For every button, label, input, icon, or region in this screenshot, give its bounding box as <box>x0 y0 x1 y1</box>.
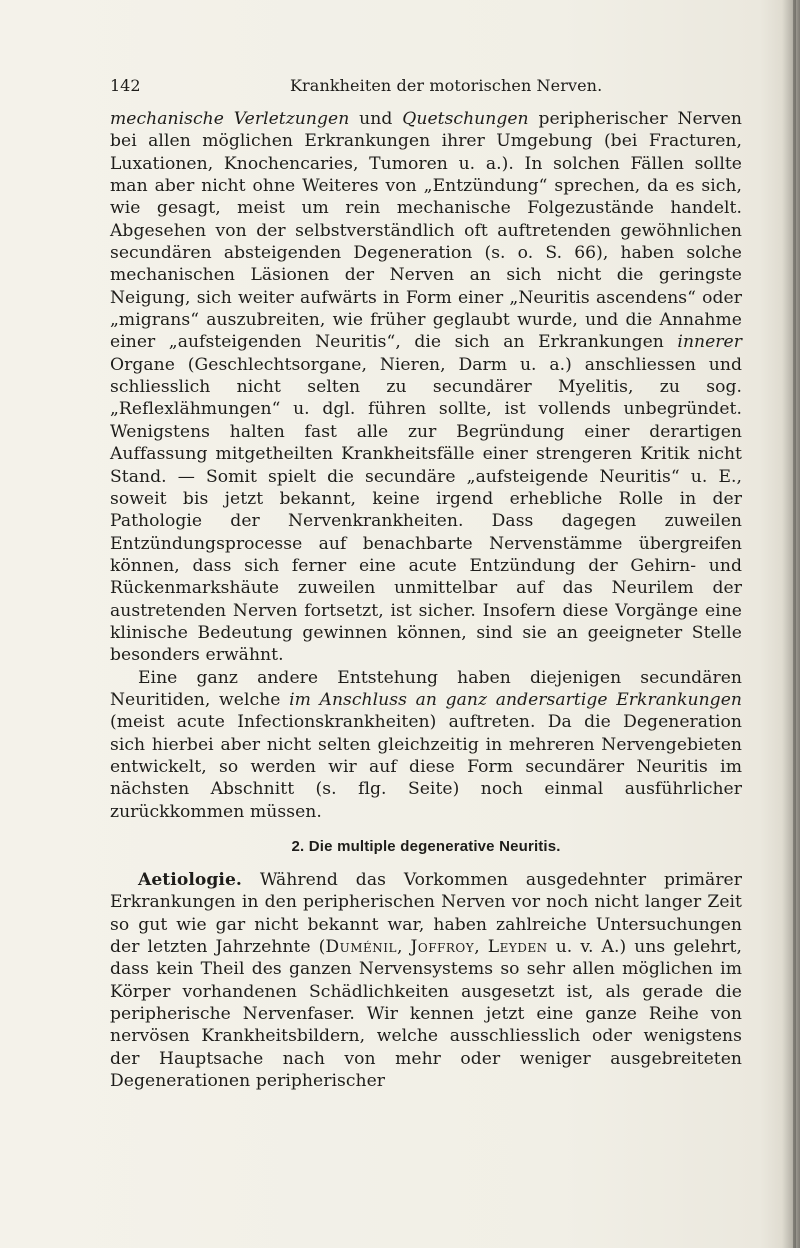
page-edge-shadow <box>782 0 800 1248</box>
paragraph-text: peripherischer Nerven bei allen möglichen Erkrankungen ihrer Umgebung (bei Fracturen, Luxationen, Knochencaries, Tumoren u. a.). In solchen Fällen sollte man aber nicht ohne Weiteres von „Entzündung“ sprechen, da es sich, wie gesagt, meist um rein mechanische Folgezustände handelt. Abgesehen von der selbstverständlich oft auftretenden gewöhnlichen secundären absteigenden Degeneration (s. o. S. 66), haben solche mechanischen Läsionen der Nerven an sich nicht die geringste Neigung, sich weiter aufwärts in Form einer „Neuritis ascendens“ oder „migrans“ auszubreiten, wie früher geglaubt wurde, und die Annahme einer „aufsteigenden Neuritis“, die sich an Erkrankungen <box>110 109 742 353</box>
section-heading: 2. Die multiple degenerative Neuritis. <box>291 838 561 855</box>
author-name-leyden: Leyden <box>487 937 548 958</box>
paragraph-text: , <box>396 937 411 958</box>
emphasis-internal: innerer <box>677 332 742 353</box>
paragraph-text: Eine ganz andere Entstehung haben diejenigen secundären Neuritiden, welche <box>110 667 742 710</box>
author-name-joffroy: Joffroy <box>410 937 475 958</box>
emphasis-contusions: Quetschungen <box>402 109 529 129</box>
paragraph-text: u. v. A.) uns gelehrt, dass kein Theil des ganzen Nervensystems so sehr allen möglichen im Körper vorhandenen Schädlichkeiten ausgesetzt ist, als gerade die peripherische Nervenfaser. Wir kennen jetzt eine ganze Reihe von nervösen Krankheitsbildern, welche ausschliesslich oder wenigstens der Hauptsache nach von mehr oder weniger ausgebreiteten Degenerationen peripherischer <box>110 937 742 1092</box>
paragraph-text: Während das Vorkommen ausgedehnter primärer Erkrankungen in den peripherischen Nerven vor noch nicht langer Zeit so gut wie gar nicht bekannt war, haben zahlreiche Untersuchungen der letzten Jahrzehnte ( <box>110 870 742 958</box>
author-name-dumenil: Duménil <box>325 937 397 958</box>
page-number: 142 <box>110 76 141 95</box>
emphasis-mechanical-injuries: mechanische Verletzungen <box>110 109 350 129</box>
emphasis-other-diseases: im Anschluss an ganz andersartige Erkrankungen <box>289 689 742 710</box>
paragraph-secondary-neuritides <box>110 667 742 823</box>
paragraph-mechanical-injuries <box>110 108 742 667</box>
paragraph-text: und <box>349 109 403 129</box>
body-text <box>110 108 742 1092</box>
binding-edge <box>793 0 796 1248</box>
paragraph-text: (meist acute Infectionskrankheiten) auftreten. Da die Degeneration sich hierbei aber nicht selten gleichzeitig in mehreren Nervengebieten entwickelt, so werden wir auf diese Form secundärer Neuritis im nächsten Abschnitt (s. flg. Seite) noch einmal ausführlicher zurückkommen müssen. <box>110 712 742 822</box>
paragraph-text: Organe (Geschlechtsorgane, Nieren, Darm u. a.) anschliessen und schliesslich nicht selten zu secundärer Myelitis, zu sog. „Reflexlähmungen“ u. dgl. führen sollte, ist vollends unbegründet. Wenigstens halten fast alle zur Begründung einer derartigen Auffassung mitgetheilten Krankheitsfälle einer strengeren Kritik nicht Stand. — Somit spielt die secundäre „aufsteigende Neuritis“ u. E., soweit bis jetzt bekannt, keine irgend erhebliche Rolle in der Pathologie der Nervenkrankheiten. Dass dagegen zuweilen Entzündungsprocesse auf benachbarte Nervenstämme übergreifen können, dass sich ferner eine acute Entzündung der Gehirn- und Rückenmarkshäute zuweilen unmittelbar auf das Neurilem der austretenden Nerven fortsetzt, ist sicher. Insofern diese Vorgänge eine klinische Bedeutung gewinnen können, sind sie an geeigneter Stelle besonders erwähnt. <box>110 354 742 666</box>
runin-heading-aetiology: Aetiologie. <box>138 870 242 890</box>
running-header <box>110 76 742 96</box>
paragraph-text: , <box>474 937 488 958</box>
running-title: Krankheiten der motorischen Nerven. <box>290 76 603 95</box>
paragraph-aetiology <box>110 869 742 1092</box>
